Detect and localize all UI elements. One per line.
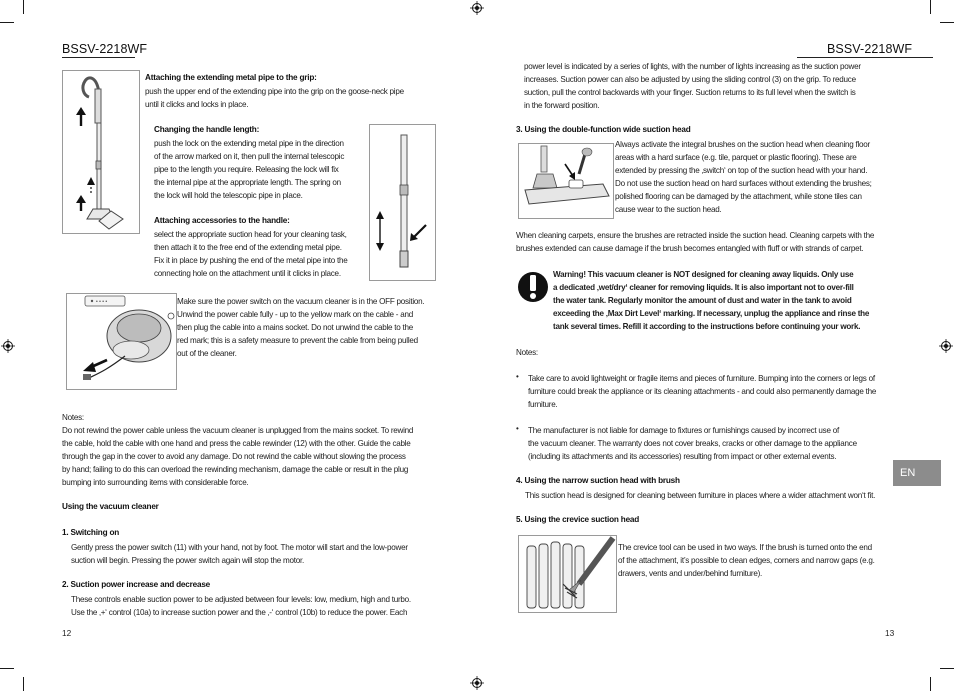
paragraph-line: Gently press the power switch (11) with your hand, not by foot. The motor will start and the low-power: [71, 543, 408, 552]
paragraph-line: drawers, vents and under/behind furniture).: [618, 569, 763, 578]
paragraph-line: the cable, hold the cable with one hand and press the cable rewinder (12) with the other. Guide the cable: [62, 439, 411, 448]
bullet-line: furniture could break the appliance or its cleaning attachments - and could also permanently damage the: [528, 387, 877, 396]
bullet-line: The manufacturer is not liable for damage to fixtures or furnishings caused by incorrect use of: [528, 426, 839, 435]
paragraph-line: When cleaning carpets, ensure the brushes are retracted inside the suction head. Cleaning carpets with the: [516, 231, 875, 240]
page-number: 12: [62, 628, 72, 638]
paragraph-line: push the lock on the extending metal pipe in the direction: [154, 139, 344, 148]
paragraph-line: Fix it in place by pushing the end of the metal pipe into the: [154, 256, 348, 265]
warning-line: the water tank. Regularly monitor the amount of dust and water in the tank to avoid: [553, 296, 852, 305]
bullet-line: the vacuum cleaner. The warranty does not cover breaks, cracks or other damage to the appliance: [528, 439, 857, 448]
paragraph-line: These controls enable suction power to be adjusted between four levels: low, medium, high and turbo.: [71, 595, 411, 604]
paragraph-line: then attach it to the free end of the extending metal pipe.: [154, 243, 342, 252]
section-heading-accessories: Attaching accessories to the handle:: [154, 216, 290, 225]
paragraph-line: The crevice tool can be used in two ways. If the brush is turned onto the end: [618, 543, 872, 552]
section-heading-handle-length: Changing the handle length:: [154, 125, 260, 134]
model-title: BSSV-2218WF: [62, 42, 148, 56]
crop-mark: [0, 668, 14, 669]
paragraph-line: out of the cleaner.: [177, 349, 237, 358]
paragraph-line: of the arrow marked on it, then pull the internal telescopic: [154, 152, 345, 161]
paragraph-line: power level is indicated by a series of lights, with the number of lights increasing as the suction power: [524, 62, 861, 71]
paragraph-line: Do not use the suction head on hard surfaces without extending the brushes;: [615, 179, 872, 188]
crevice-tool-figure: [518, 535, 617, 613]
language-tab: EN: [893, 460, 941, 486]
paragraph-line: extended by pressing the ‚switch‘ on top of the suction head with your hand.: [615, 166, 868, 175]
section-heading-using: Using the vacuum cleaner: [62, 502, 159, 511]
paragraph-line: suction, pull the control backwards with your finger. Suction returns to its full level when the switch is: [524, 88, 856, 97]
paragraph-line: Do not rewind the power cable unless the vacuum cleaner is unplugged from the mains socket. To rewind: [62, 426, 414, 435]
paragraph-line: This suction head is designed for cleaning between furniture in places where a wider attachment won‘t fit.: [525, 491, 876, 500]
paragraph-line: bumping into surrounding items with considerable force.: [62, 478, 249, 487]
crop-mark: [930, 677, 931, 691]
paragraph-line: select the appropriate suction head for your cleaning task,: [154, 230, 347, 239]
section-heading-suction-power: 2. Suction power increase and decrease: [62, 580, 211, 589]
warning-line: tank several times. Refill it according to the instructions before continuing your work.: [553, 322, 861, 331]
paragraph-line: in the forward position.: [524, 101, 600, 110]
paragraph-line: until it clicks and locks in place.: [145, 100, 249, 109]
paragraph-line: suction will begin. Pressing the power switch again will stop the motor.: [71, 556, 305, 565]
telescopic-pipe-figure: [369, 124, 436, 281]
registration-mark-icon: [470, 1, 484, 15]
paragraph-line: cause wear to the suction head.: [615, 205, 722, 214]
paragraph-line: red mark; this is a safety measure to prevent the cable from being pulled: [177, 336, 418, 345]
registration-mark-icon: [1, 339, 15, 353]
paragraph-line: of the attachment, it’s possible to clean edges, corners and narrow gaps (e.g.: [618, 556, 875, 565]
section-heading-wide-head: 3. Using the double-function wide suction head: [516, 125, 691, 134]
crop-mark: [0, 22, 14, 23]
crop-mark: [23, 677, 24, 691]
wide-suction-head-figure: [518, 143, 614, 219]
paragraph-line: pipe to the length you require. Releasing the lock will fix: [154, 165, 339, 174]
paragraph-line: Always activate the integral brushes on the suction head when cleaning floor: [615, 140, 871, 149]
registration-mark-icon: [939, 339, 953, 353]
paragraph-line: Use the ‚+‘ control (10a) to increase suction power and the ‚-‘ control (10b) to reduce the power. Each: [71, 608, 408, 617]
paragraph-line: brushes extended can cause damage if the brush becomes entangled with fluff or with strands of carpet.: [516, 244, 864, 253]
model-title: BSSV-2218WF: [827, 42, 913, 56]
warning-icon: [518, 270, 548, 304]
extending-pipe-figure: [62, 70, 140, 234]
crop-mark: [940, 22, 954, 23]
header-rule: [62, 57, 135, 58]
bullet-dot: •: [516, 372, 519, 381]
paragraph-line: by hand; failing to do this can overload the rewinding mechanism, damage the cable or result in the plug: [62, 465, 409, 474]
svg-text:• • • •: • • • •: [96, 299, 108, 305]
crop-mark: [940, 668, 954, 669]
crop-mark: [23, 0, 24, 14]
paragraph-line: areas with a hard surface (e.g. tile, parquet or plastic flooring). These are: [615, 153, 857, 162]
registration-mark-icon: [470, 676, 484, 690]
paragraph-line: the lock will hold the telescopic pipe in place.: [154, 191, 303, 200]
crop-mark: [930, 0, 931, 14]
paragraph-line: then plug the cable into a mains socket. Do not unwind the cable to the: [177, 323, 414, 332]
paragraph-line: connecting hole on the attachment until it clicks in place.: [154, 269, 341, 278]
bullet-line: (including its attachments and its accessories) resulting from impact or other external events.: [528, 452, 837, 461]
paragraph-line: increases. Suction power can also be adjusted by using the sliding control (3) on the grip. To reduce: [524, 75, 856, 84]
vacuum-cable-figure: [66, 293, 177, 390]
section-heading-switching: 1. Switching on: [62, 528, 120, 537]
paragraph-line: push the upper end of the extending pipe into the grip on the goose-neck pipe: [145, 87, 404, 96]
paragraph-line: Make sure the power switch on the vacuum cleaner is in the OFF position.: [177, 297, 425, 306]
section-heading-crevice: 5. Using the crevice suction head: [516, 515, 640, 524]
paragraph-line: Unwind the power cable fully - up to the yellow mark on the cable - and: [177, 310, 413, 319]
paragraph-line: through the gap in the cover to avoid any damage. Do not rewind the cable without slowing the process: [62, 452, 406, 461]
paragraph-line: polished flooring can be damaged by the attachment, while stone tiles can: [615, 192, 862, 201]
bullet-line: furniture.: [528, 400, 558, 409]
bullet-dot: •: [516, 424, 519, 433]
page-number: 13: [885, 628, 895, 638]
warning-line: a dedicated ‚wet/dry‘ cleaner for removing liquids. It is also important not to over-fill: [553, 283, 854, 292]
bullet-line: Take care to avoid lightweight or fragile items and pieces of furniture. Bumping into the corners or legs of: [528, 374, 875, 383]
warning-line: exceeding the ‚Max Dirt Level‘ marking. If necessary, unplug the appliance and rinse the: [553, 309, 870, 318]
notes-label: Notes:: [516, 348, 538, 357]
section-heading-narrow-head: 4. Using the narrow suction head with brush: [516, 476, 680, 485]
warning-line: Warning! This vacuum cleaner is NOT designed for cleaning away liquids. Only use: [553, 270, 854, 279]
notes-label: Notes:: [62, 413, 84, 422]
section-heading-extending-pipe: Attaching the extending metal pipe to the grip:: [145, 73, 317, 82]
header-rule: [797, 57, 933, 58]
paragraph-line: the internal pipe at the appropriate length. The spring on: [154, 178, 341, 187]
